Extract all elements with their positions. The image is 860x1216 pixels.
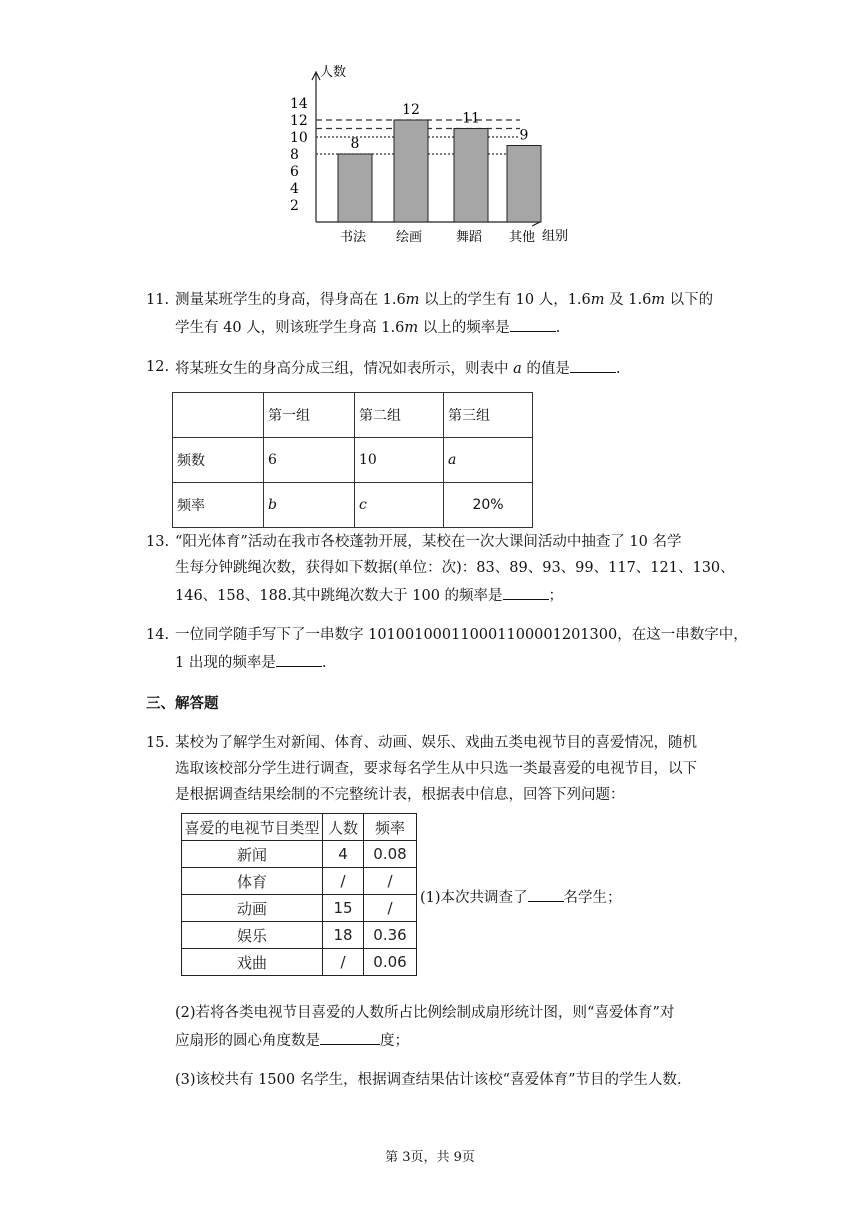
question-text-line-3: 是根据调查结果绘制的不完整统计表，根据表中信息，回答下列问题： (175, 787, 625, 803)
question-number: 13. (146, 534, 170, 550)
x-tick-label: 其他 (508, 230, 536, 245)
y-tick-label: 10 (290, 130, 308, 146)
bar-chart (0, 0, 860, 260)
question-text-line-1: “阳光体育”活动在我市各校蓬勃开展，某校在一次大课间活动中抽查了 10 名学 (175, 534, 682, 550)
bar (454, 129, 488, 223)
y-tick-label: 2 (290, 198, 299, 214)
x-tick-label: 书法 (339, 230, 367, 245)
table-cell: 戏曲 (182, 949, 323, 976)
bar (507, 146, 541, 223)
table-cell: 动画 (182, 895, 323, 922)
question-text-line-3: 146、158、188.其中跳绳次数大于 100 的频率是 ； (175, 584, 563, 606)
table-row (182, 922, 417, 949)
sub-question-2-line-2: 应扇形的圆心角度数是 度； (175, 1029, 409, 1051)
table-cell: / (364, 895, 417, 922)
answer-blank (510, 316, 556, 332)
table-cell (173, 393, 264, 438)
sub-question-2-line-1: (2)若将各类电视节目喜爱的人数所占比例绘制成扇形统计图，则“喜爱体育”对 (175, 1005, 675, 1021)
question-text-line-2: 1 出现的频率是 . (175, 651, 326, 673)
table-row (182, 841, 417, 868)
answer-blank (528, 886, 564, 902)
answer-blank (503, 584, 549, 600)
x-tick-label: 舞蹈 (455, 230, 483, 245)
table-cell: 0.08 (364, 841, 417, 868)
question-text-line-1: 测量某班学生的身高，得身高在 1.6m 以上的学生有 10 人，1.6m 及 1.6m 以下的 (175, 292, 714, 308)
y-tick-label: 4 (290, 181, 299, 197)
table-row (182, 895, 417, 922)
table-cell: / (323, 868, 364, 895)
bar (338, 154, 372, 222)
table-cell: 娱乐 (182, 922, 323, 949)
question-number: 11. (146, 292, 170, 308)
table-cell: b (264, 483, 355, 528)
table-cell: 人数 (323, 814, 364, 841)
table-cell: 0.06 (364, 949, 417, 976)
question-text-line-2: 选取该校部分学生进行调查，要求每名学生从中只选一类最喜爱的电视节目，以下 (175, 761, 697, 777)
bar-value-label: 9 (519, 127, 529, 144)
table-cell: 15 (323, 895, 364, 922)
table-cell: 第三组 (444, 393, 533, 438)
table-cell: 4 (323, 841, 364, 868)
bar-value-label: 12 (402, 102, 420, 118)
y-tick-label: 8 (290, 147, 299, 163)
table-cell: 频数 (173, 438, 264, 483)
table-row (173, 438, 533, 483)
table-cell: 第一组 (264, 393, 355, 438)
answer-blank (276, 651, 322, 667)
table-cell: 6 (264, 438, 355, 483)
question-number: 14. (146, 627, 170, 643)
answer-blank (320, 1029, 380, 1045)
y-tick-label: 12 (290, 113, 308, 129)
sub-question-1: (1)本次共调查了 名学生； (420, 886, 622, 908)
table-header-row (173, 393, 533, 438)
question-text-line-2: 生每分钟跳绳次数，获得如下数据(单位：次)：83、89、93、99、117、121、130、 (175, 560, 735, 576)
table-cell: 频率 (173, 483, 264, 528)
table-cell: / (364, 868, 417, 895)
tv-preference-table (181, 813, 417, 976)
question-number: 15. (146, 735, 170, 751)
section-heading: 三、解答题 (146, 696, 219, 712)
table-cell: / (323, 949, 364, 976)
question-text-line-1: 一位同学随手写下了一串数字 101001000110001100001201300，在这一串数字中， (175, 627, 748, 643)
table-cell: 喜爱的电视节目类型 (182, 814, 323, 841)
x-tick-label: 绘画 (395, 230, 423, 245)
table-cell: 10 (355, 438, 444, 483)
table-cell: a (444, 438, 533, 483)
bar-value-label: 11 (462, 110, 480, 127)
table-cell: 18 (323, 922, 364, 949)
y-tick-label: 14 (290, 96, 308, 112)
question-number: 12. (146, 359, 170, 375)
table-cell: 20% (444, 483, 533, 528)
page-footer: 第 3页，共 9页 (385, 1150, 475, 1165)
bar-value-label: 8 (350, 136, 360, 152)
table-row (182, 868, 417, 895)
question-text-line-2: 学生有 40 人，则该班学生身高 1.6m 以上的频率是 . (175, 316, 560, 338)
question-text-line-1: 将某班女生的身高分成三组，情况如表所示，则表中 a 的值是 . (175, 357, 620, 379)
table-row (182, 949, 417, 976)
table-cell: 体育 (182, 868, 323, 895)
table-row (173, 483, 533, 528)
table-cell: 新闻 (182, 841, 323, 868)
table-header-row (182, 814, 417, 841)
table-cell: 第二组 (355, 393, 444, 438)
sub-question-3: (3)该校共有 1500 名学生，根据调查结果估计该校“喜爱体育”节目的学生人数. (175, 1072, 682, 1088)
bar (394, 120, 428, 222)
y-tick-label: 6 (290, 164, 299, 180)
answer-blank (570, 357, 616, 373)
frequency-table (172, 392, 533, 528)
question-text-line-1: 某校为了解学生对新闻、体育、动画、娱乐、戏曲五类电视节目的喜爱情况，随机 (175, 735, 697, 751)
table-cell: 0.36 (364, 922, 417, 949)
x-axis-label: 组别 (542, 229, 569, 244)
y-axis-label: 人数 (320, 65, 347, 80)
table-cell: 频率 (364, 814, 417, 841)
table-cell: c (355, 483, 444, 528)
